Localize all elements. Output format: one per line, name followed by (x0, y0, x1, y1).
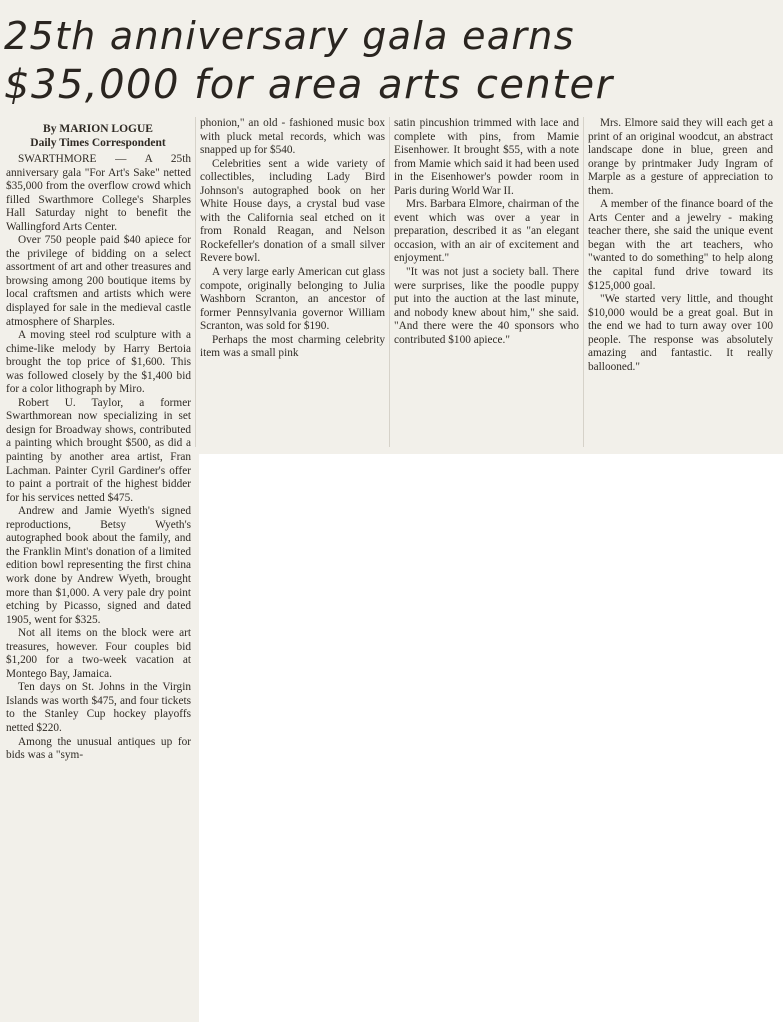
byline-author: By MARION LOGUE (43, 123, 153, 135)
article-paragraph: Over 750 people paid $40 apiece for the privilege of bidding on a select assortment of art and other treasures and browsing among 200 boutique items by local craftsmen and artists which were displayed for sale in the medieval castle atmosphere of Sharples. (6, 234, 191, 328)
article-paragraph: "It was not just a society ball. There were surprises, like the poodle puppy put into the auction at the last minute, and nobody knew about him," she said. "And there were the 40 sponsors who contributed $100 apiece." (394, 266, 579, 346)
column-rule (389, 117, 390, 447)
article-column-1 (6, 153, 191, 763)
article-column-4 (588, 117, 773, 374)
byline-role: Daily Times Correspondent (30, 137, 166, 149)
article-paragraph: Among the unusual antiques up for bids was a "sym- (6, 735, 191, 762)
byline (8, 122, 188, 150)
article-paragraph: satin pincushion trimmed with lace and complete with pins, from Mamie Eisenhower. It brought $55, with a note from Mamie which said it had been used in the Eisenhower's powder room in Paris during World War II. (394, 117, 579, 197)
article-paragraph: A very large early American cut glass compote, originally belonging to Julia Washborn Scranton, an ancestor of former Pennsylvania governor William Scranton, was sold for $190. (200, 266, 385, 333)
headline-line-1: 25th anniversary gala earns (4, 14, 575, 58)
article-paragraph: Mrs. Barbara Elmore, chairman of the event which was over a year in preparation, described it as "an elegant occasion, with an air of excitement and enjoyment." (394, 198, 579, 265)
article-paragraph: "We started very little, and thought $10,000 would be a great goal. But in the end we had to turn away over 100 people. The response was absolutely amazing and fantastic. It really ballooned." (588, 293, 773, 373)
article-paragraph: Mrs. Elmore said they will each get a print of an original woodcut, an abstract landscape done in blue, green and orange by printmaker Judy Ingram of Marple as a gesture of appreciation to them. (588, 117, 773, 197)
article-paragraph: A member of the finance board of the Arts Center and a jewelry - making teacher there, she said the unique event began with the art teachers, who "wanted to do something" to help along the capital fund drive toward its $125,000 goal. (588, 198, 773, 292)
article-paragraph: phonion," an old - fashioned music box with pluck metal records, which was snapped up for $540. (200, 117, 385, 157)
article-paragraph: Ten days on St. Johns in the Virgin Islands was worth $475, and four tickets to the Stanley Cup hockey playoffs netted $220. (6, 681, 191, 734)
headline-line-2: $35,000 for area arts center (4, 62, 614, 108)
article-paragraph: A moving steel rod sculpture with a chime-like melody by Harry Bertoia brought the top price of $1,600. This was followed closely by the $1,400 bid for a color lithograph by Miro. (6, 329, 191, 396)
column-rule (195, 117, 196, 447)
article-paragraph: Robert U. Taylor, a former Swarthmorean now specializing in set design for Broadway shows, contributed a painting which brought $500, as did a painting by another area artist, Fran Lachman. Painter Cyril Gardiner's offer to paint a portrait of the highest bidder for his services netted $475. (6, 396, 191, 504)
article-paragraph: Perhaps the most charming celebrity item was a small pink (200, 333, 385, 360)
article-paragraph: Andrew and Jamie Wyeth's signed reproductions, Betsy Wyeth's autographed book about the family, and the Franklin Mint's donation of a limited edition bowl representing the first china work done by Andrew Wyeth, brought more than $1,000. A very pale dry point etching by Picasso, signed and dated 1905, went for $325. (6, 505, 191, 626)
article-paragraph: SWARTHMORE — A 25th anniversary gala "For Art's Sake" netted $35,000 from the overflow crowd which filled Swarthmore College's Sharples Hall Saturday night to benefit the Wallingford Arts Center. (6, 153, 191, 233)
article-column-3 (394, 117, 579, 347)
article-paragraph: Celebrities sent a wide variety of collectibles, including Lady Bird Johnson's autographed book on her White House days, a crystal bud vase with the California seal etched on it from Ronald Reagan, and Nelson Rockefeller's donation of a small silver Revere bowl. (200, 157, 385, 265)
column-rule (583, 117, 584, 447)
article-column-2 (200, 117, 385, 361)
article-paragraph: Not all items on the block were art treasures, however. Four couples bid $1,200 for a two-week vacation at Montego Bay, Jamaica. (6, 627, 191, 680)
